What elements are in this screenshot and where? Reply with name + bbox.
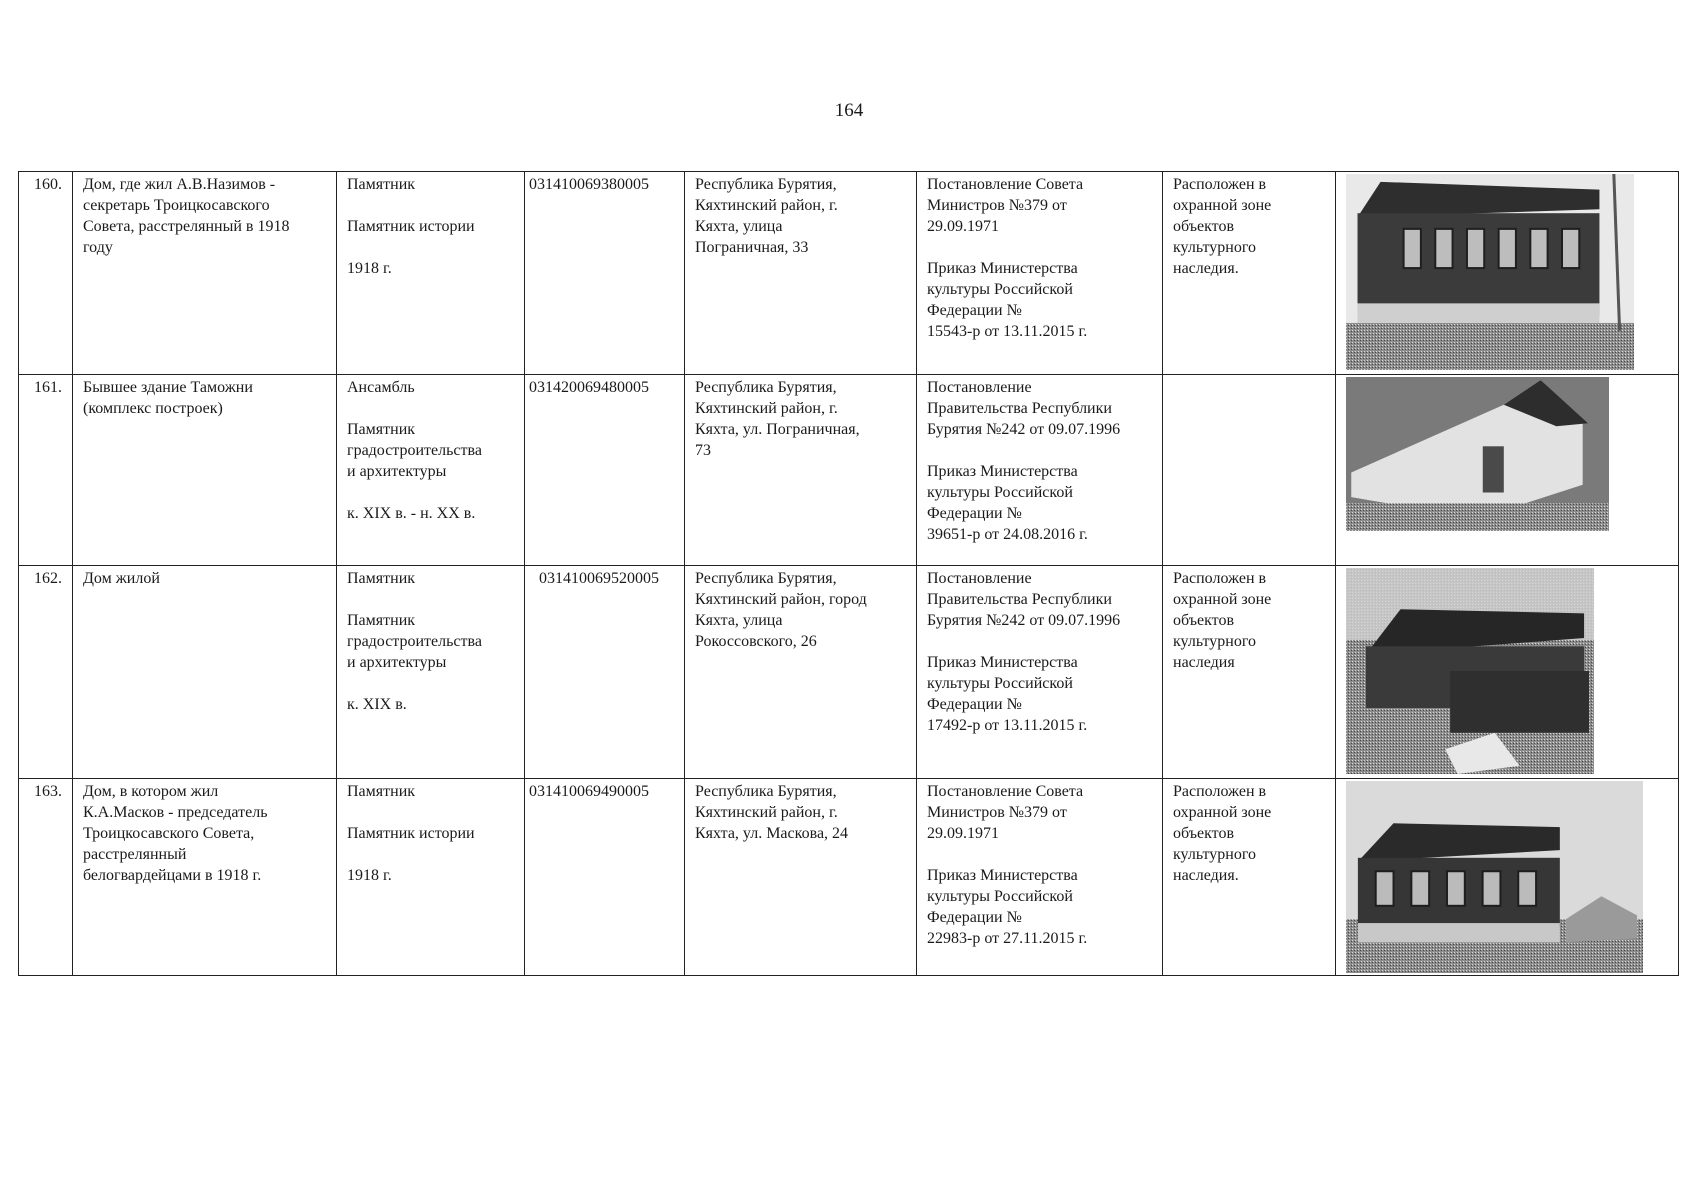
building-photo [1346, 781, 1643, 973]
protection-note-line: культурного [1173, 239, 1257, 256]
address-line: Кяхтинский район, г. [695, 197, 838, 214]
registry-code-cell [525, 375, 685, 566]
decree [927, 174, 1152, 237]
object-name [83, 174, 326, 258]
object-name-line: Бывшее здание Таможни [83, 379, 253, 396]
protection-note-line: Расположен в [1173, 783, 1267, 800]
object-date: 1918 г. [347, 867, 392, 884]
object-name-cell [73, 172, 337, 375]
ministry-order-line: Приказ Министерства [927, 260, 1078, 277]
ministry-order-line: 39651-р от 24.08.2016 г. [927, 526, 1088, 543]
decree-line: Бурятия №242 от 09.07.1996 [927, 421, 1121, 438]
protection-note-line: охранной зоне [1173, 804, 1272, 821]
object-type-cell [337, 375, 525, 566]
object-name-line: (комплекс построек) [83, 400, 223, 417]
decree-line: Правительства Республики [927, 591, 1112, 608]
ministry-order [927, 461, 1152, 545]
ministry-order [927, 258, 1152, 342]
object-name-line: Дом, в котором жил [83, 783, 219, 800]
registry-code: 031420069480005 [529, 379, 649, 396]
address [695, 377, 906, 461]
protection-note-line: культурного [1173, 846, 1257, 863]
registry-code-cell [525, 779, 685, 976]
address-line: Пограничная, 33 [695, 239, 809, 256]
object-date: 1918 г. [347, 260, 392, 277]
documents-cell [917, 779, 1163, 976]
address-cell [685, 172, 917, 375]
object-name-line: Дом жилой [83, 570, 160, 587]
object-name-line: секретарь Троицкосавского [83, 197, 270, 214]
registry-code-cell [525, 566, 685, 779]
protection-note-line: охранной зоне [1173, 591, 1272, 608]
decree [927, 781, 1152, 844]
address-line: Республика Бурятия, [695, 783, 837, 800]
row-number: 160. [19, 172, 73, 375]
table-row [19, 779, 1679, 976]
object-name [83, 377, 326, 419]
photo-cell [1336, 779, 1679, 976]
ministry-order-line: 15543-р от 13.11.2015 г. [927, 323, 1088, 340]
protection-note-line: объектов [1173, 612, 1235, 629]
decree-line: Правительства Республики [927, 400, 1112, 417]
object-date: к. XIX в. [347, 696, 407, 713]
category-line: Памятник [347, 612, 416, 629]
registry-code: 031410069490005 [529, 783, 649, 800]
decree [927, 568, 1152, 631]
documents-cell [917, 566, 1163, 779]
address-line: Республика Бурятия, [695, 176, 837, 193]
address [695, 781, 906, 844]
address-line: Рокоссовского, 26 [695, 633, 817, 650]
photo-cell [1336, 375, 1679, 566]
building-photo [1346, 568, 1594, 774]
registry-code-cell [525, 172, 685, 375]
ministry-order-line: Федерации № [927, 505, 1022, 522]
protection-note-line: объектов [1173, 825, 1235, 842]
ministry-order-line: 22983-р от 27.11.2015 г. [927, 930, 1088, 947]
ministry-order-line: культуры Российской [927, 281, 1073, 298]
address-line: Кяхта, улица [695, 218, 783, 235]
address [695, 568, 906, 652]
registry-code: 031410069520005 [539, 570, 659, 587]
object-type: Памятник [347, 570, 416, 587]
decree-line: Постановление Совета [927, 176, 1084, 193]
object-type-cell [337, 172, 525, 375]
note-cell [1163, 566, 1336, 779]
category-line: градостроительства [347, 442, 482, 459]
registry-code: 031410069380005 [529, 176, 649, 193]
ministry-order-line: культуры Российской [927, 888, 1073, 905]
decree-line: Бурятия №242 от 09.07.1996 [927, 612, 1121, 629]
address-line: 73 [695, 442, 711, 459]
table-row [19, 375, 1679, 566]
object-name [83, 568, 326, 589]
object-type: Памятник [347, 176, 416, 193]
protection-note [1173, 174, 1325, 279]
protection-note-line: объектов [1173, 218, 1235, 235]
ministry-order [927, 865, 1152, 949]
protection-note-line: Расположен в [1173, 570, 1267, 587]
heritage-registry-table [18, 171, 1679, 976]
decree-line: Постановление Совета [927, 783, 1084, 800]
row-number: 161. [19, 375, 73, 566]
building-photo [1346, 377, 1609, 531]
category-line: градостроительства [347, 633, 482, 650]
photo-cell [1336, 566, 1679, 779]
ministry-order-line: Приказ Министерства [927, 463, 1078, 480]
photo-house-maskov [1346, 781, 1668, 973]
ministry-order-line: культуры Российской [927, 675, 1073, 692]
address-line: Кяхтинский район, г. [695, 804, 838, 821]
decree-line: Министров №379 от [927, 804, 1067, 821]
decree [927, 377, 1152, 440]
object-type: Памятник [347, 783, 416, 800]
category-line: Памятник [347, 421, 416, 438]
photo-house-nazimov [1346, 174, 1668, 370]
ministry-order-line: Федерации № [927, 302, 1022, 319]
address-cell [685, 375, 917, 566]
protection-note-line: охранной зоне [1173, 197, 1272, 214]
ministry-order-line: Приказ Министерства [927, 654, 1078, 671]
address-line: Кяхтинский район, г. [695, 400, 838, 417]
table-row [19, 566, 1679, 779]
protection-note-line: Расположен в [1173, 176, 1267, 193]
address-line: Кяхта, улица [695, 612, 783, 629]
photo-cell [1336, 172, 1679, 375]
object-type-cell [337, 779, 525, 976]
decree-line: Постановление [927, 379, 1032, 396]
ministry-order-line: Федерации № [927, 696, 1022, 713]
protection-note-line: наследия. [1173, 867, 1239, 884]
protection-note-line: наследия. [1173, 260, 1239, 277]
page-number: 164 [834, 100, 864, 121]
object-name [83, 781, 326, 886]
protection-note [1173, 568, 1325, 673]
building-photo [1346, 174, 1634, 370]
object-name-line: расстрелянный [83, 846, 187, 863]
object-type-cell [337, 566, 525, 779]
object-date: к. XIX в. - н. XX в. [347, 505, 476, 522]
decree-line: Постановление [927, 570, 1032, 587]
object-name-cell [73, 375, 337, 566]
row-number: 163. [19, 779, 73, 976]
object-type: Ансамбль [347, 379, 415, 396]
address-line: Кяхта, ул. Пограничная, [695, 421, 860, 438]
row-number: 162. [19, 566, 73, 779]
category-line: Памятник истории [347, 218, 475, 235]
table-row [19, 172, 1679, 375]
category-line: и архитектуры [347, 654, 447, 671]
ministry-order-line: Федерации № [927, 909, 1022, 926]
address-cell [685, 779, 917, 976]
protection-note [1173, 781, 1325, 886]
decree-line: Министров №379 от [927, 197, 1067, 214]
address-cell [685, 566, 917, 779]
documents-cell [917, 375, 1163, 566]
address [695, 174, 906, 258]
object-name-line: году [83, 239, 113, 256]
ministry-order [927, 652, 1152, 736]
note-cell [1163, 779, 1336, 976]
object-name-line: Троицкосавского Совета, [83, 825, 255, 842]
decree-line: 29.09.1971 [927, 218, 999, 235]
address-line: Республика Бурятия, [695, 570, 837, 587]
documents-cell [917, 172, 1163, 375]
photo-customs-building [1346, 377, 1668, 531]
note-cell [1163, 375, 1336, 566]
object-name-line: Совета, расстрелянный в 1918 [83, 218, 290, 235]
object-name-line: Дом, где жил А.В.Назимов - [83, 176, 276, 193]
note-cell [1163, 172, 1336, 375]
ministry-order-line: Приказ Министерства [927, 867, 1078, 884]
address-line: Кяхтинский район, город [695, 591, 867, 608]
decree-line: 29.09.1971 [927, 825, 999, 842]
address-line: Кяхта, ул. Маскова, 24 [695, 825, 849, 842]
ministry-order-line: культуры Российской [927, 484, 1073, 501]
protection-note-line: культурного [1173, 633, 1257, 650]
object-name-cell [73, 779, 337, 976]
object-name-line: белогвардейцами в 1918 г. [83, 867, 262, 884]
address-line: Республика Бурятия, [695, 379, 837, 396]
ministry-order-line: 17492-р от 13.11.2015 г. [927, 717, 1088, 734]
protection-note-line: наследия [1173, 654, 1235, 671]
category-line: и архитектуры [347, 463, 447, 480]
photo-residential-house [1346, 568, 1668, 774]
object-name-line: К.А.Масков - председатель [83, 804, 268, 821]
object-name-cell [73, 566, 337, 779]
category-line: Памятник истории [347, 825, 475, 842]
